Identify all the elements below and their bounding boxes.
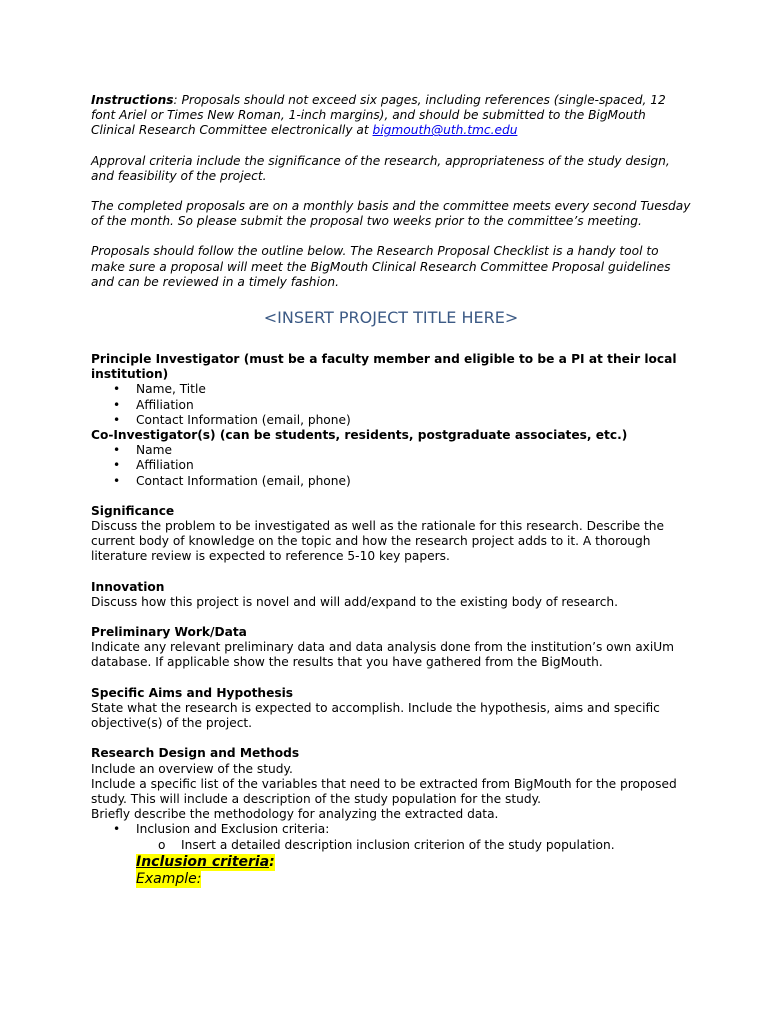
list-item-text: Affiliation [136,458,194,473]
list-item-text: Name, Title [136,382,206,397]
list-item [91,474,691,489]
circle-bullet-icon: o [158,837,166,852]
outline-paragraph: Proposals should follow the outline below. The Research Proposal Checklist is a handy tool to make sure a proposal will meet the BigMouth Clinical Research Committee Proposal guidelines and can be reviewed in a timely fashion. [91,244,671,289]
significance-text: Discuss the problem to be investigated as well as the rationale for this research. Describe the current body of knowledge on the topic and how the research project adds to it. A thorough literature review is expected to reference 5-10 key papers. [91,519,665,564]
aims-heading: Specific Aims and Hypothesis [91,685,294,700]
bullet-icon: • [113,473,121,488]
example-label: Example: [136,870,202,887]
inclusion-criteria-row [91,854,691,871]
bullet-icon: • [113,458,121,473]
design-line-2: Include a specific list of the variables that need to be extracted from BigMouth for the proposed study. This will include a description of the study population for the study. [91,776,677,806]
list-item-text: Contact Information (email, phone) [136,412,351,427]
bullet-icon: • [113,443,121,458]
design-line-1: Include an overview of the study. [91,761,293,776]
innovation-heading: Innovation [91,579,165,594]
email-link[interactable]: bigmouth@uth.tmc.edu [372,123,518,138]
instructions-text: : Proposals should not exceed six pages, including references (single-spaced, 12 font Ariel or Times New Roman, 1-inch margins), and should be submitted to the BigMouth Clinical Research Committee electronically at [91,93,666,138]
schedule-paragraph: The completed proposals are on a monthly basis and the committee meets every second Tuesday of the month. So please submit the proposal two weeks prior to the committee’s meeting. [91,199,691,229]
coi-heading: Co-Investigator(s) (can be students, residents, postgraduate associates, etc.) [91,428,628,443]
sub-list-item-text: Insert a detailed description inclusion criterion of the study population. [181,837,615,852]
list-item [91,382,691,397]
design-line-3: Briefly describe the methodology for analyzing the extracted data. [91,807,499,822]
list-item [91,458,691,473]
list-item-text: Inclusion and Exclusion criteria: [136,822,330,837]
instructions-label: Instructions [91,93,174,107]
innovation-text: Discuss how this project is novel and will add/expand to the existing body of research. [91,594,619,609]
sub-list-item [91,838,691,853]
instructions-paragraph [91,93,691,139]
list-item [91,443,691,458]
list-item [91,413,691,428]
approval-paragraph: Approval criteria include the significance of the research, appropriateness of the study design, and feasibility of the project. [91,153,670,183]
bullet-icon: • [113,822,121,837]
bullet-icon: • [113,382,121,397]
list-item [91,398,691,413]
example-row [91,871,691,888]
design-list [91,822,691,837]
document-body [91,93,691,888]
inclusion-criteria-label: Inclusion criteria [136,853,270,870]
design-heading: Research Design and Methods [91,746,300,761]
project-title: <INSERT PROJECT TITLE HERE> [263,308,519,328]
inclusion-criteria-colon: : [269,853,275,870]
list-item [91,822,691,837]
list-item-text: Affiliation [136,397,194,412]
coi-list [91,443,691,489]
aims-text: State what the research is expected to accomplish. Include the hypothesis, aims and specific objective(s) of the project. [91,700,660,731]
significance-heading: Significance [91,503,175,518]
preliminary-heading: Preliminary Work/Data [91,625,247,640]
pi-list [91,382,691,428]
list-item-text: Contact Information (email, phone) [136,473,351,488]
list-item-text: Name [136,443,172,458]
bullet-icon: • [113,412,121,427]
pi-heading: Principle Investigator (must be a faculty member and eligible to be a PI at their local institution) [91,352,677,382]
bullet-icon: • [113,397,121,412]
preliminary-text: Indicate any relevant preliminary data and data analysis done from the institution’s own axiUm database. If applicable show the results that you have gathered from the BigMouth. [91,640,675,670]
